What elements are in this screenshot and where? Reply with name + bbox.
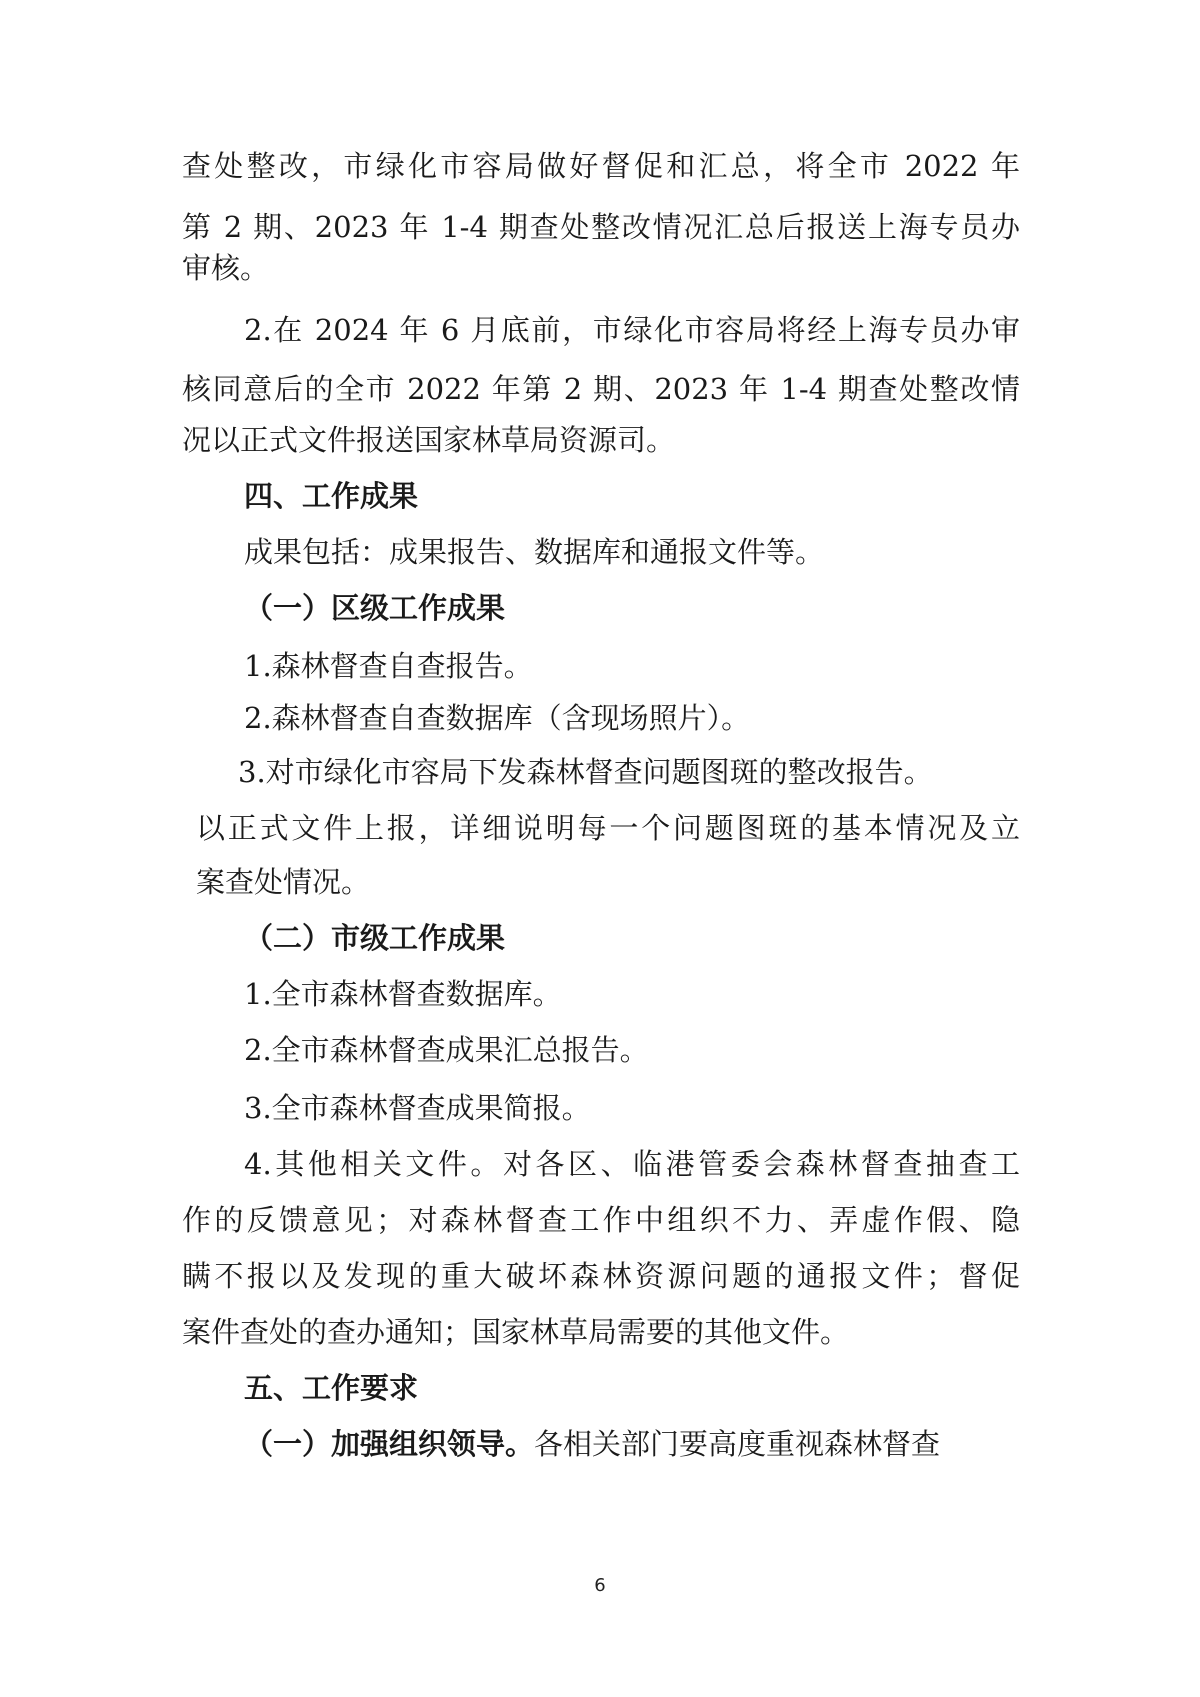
body-line: 2.在 2024 年 6 月底前，市绿化市容局将经上海专员办审	[244, 313, 1020, 347]
body-line: 查处整改，市绿化市容局做好督促和汇总，将全市 2022 年	[182, 149, 1020, 183]
section-heading: 五、工作要求	[244, 1371, 419, 1405]
body-line: 1.全市森林督查数据库。	[244, 977, 562, 1011]
section-heading: 四、工作成果	[244, 479, 419, 513]
page-number: 6	[594, 1575, 606, 1596]
body-line: 以正式文件上报，详细说明每一个问题图斑的基本情况及立	[196, 811, 1020, 845]
body-line: 瞒不报以及发现的重大破坏森林资源问题的通报文件；督促	[182, 1259, 1020, 1293]
body-line: 案件查处的查办通知；国家林草局需要的其他文件。	[182, 1315, 850, 1349]
paragraph-lead-heading: （一）加强组织领导。	[244, 1427, 535, 1461]
body-line: 审核。	[182, 251, 270, 285]
body-line: 况以正式文件报送国家林草局资源司。	[182, 423, 676, 457]
body-line: 案查处情况。	[196, 865, 371, 899]
body-line: 1.森林督查自查报告。	[244, 649, 533, 683]
body-line: 4.其他相关文件。对各区、临港管委会森林督查抽查工	[244, 1147, 1020, 1181]
paragraph-line	[244, 1424, 1200, 1464]
body-line: 第 2 期、2023 年 1-4 期查处整改情况汇总后报送上海专员办	[182, 210, 1020, 244]
body-line: 成果包括：成果报告、数据库和通报文件等。	[244, 535, 825, 569]
body-line: 3.全市森林督查成果简报。	[244, 1091, 591, 1125]
body-line: 核同意后的全市 2022 年第 2 期、2023 年 1-4 期查处整改情	[182, 372, 1020, 406]
subsection-heading: （一）区级工作成果	[244, 591, 506, 625]
subsection-heading: （二）市级工作成果	[244, 921, 506, 955]
body-line: 2.全市森林督查成果汇总报告。	[244, 1033, 649, 1067]
body-line: 作的反馈意见；对森林督查工作中组织不力、弄虚作假、隐	[182, 1203, 1020, 1237]
body-line: 2.森林督查自查数据库（含现场照片）。	[244, 701, 751, 735]
body-line: 3.对市绿化市容局下发森林督查问题图斑的整改报告。	[238, 755, 933, 789]
paragraph-text: 各相关部门要高度重视森林督查	[534, 1427, 941, 1461]
